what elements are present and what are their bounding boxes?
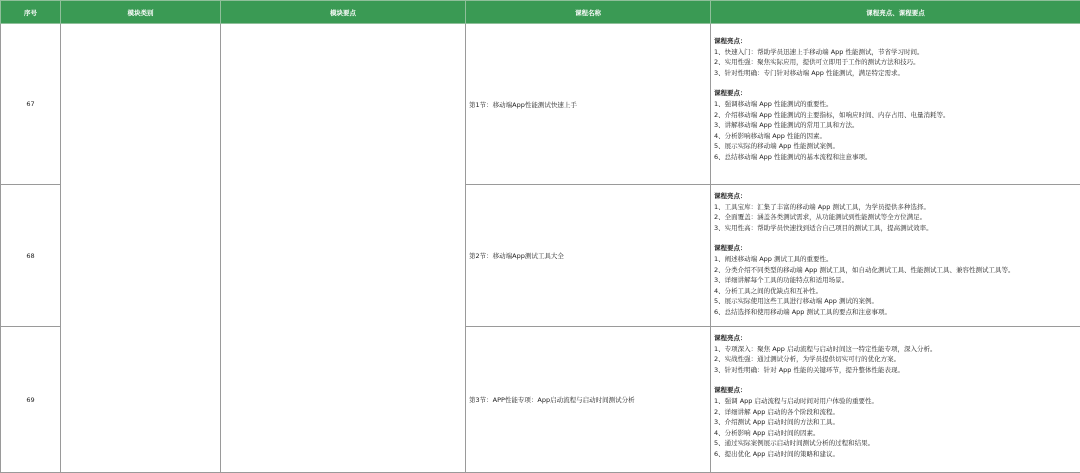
point-item: 5、通过实际案例展示启动时间测试分析的过程和结果。 [714,438,1077,449]
row-num: 67 [1,24,61,185]
point-item: 4、分析影响 App 启动时间的因素。 [714,428,1077,439]
table-row [1,24,1080,185]
course-details [711,24,1080,185]
point-item: 4、分析影响移动端 App 性能的因素。 [714,131,1077,142]
highlights-title: 课程亮点： [714,36,1077,47]
point-item: 3、介绍测试 App 启动时间的方法和工具。 [714,417,1077,428]
course-details [711,327,1080,473]
point-item: 2、详细讲解 App 启动的各个阶段和流程。 [714,407,1077,418]
points-title: 课程要点： [714,385,1077,396]
spacer [714,78,1077,88]
point-item: 1、阐述移动端 App 测试工具的重要性。 [714,254,1077,265]
header-course-highlights: 课程亮点、课程要点 [711,1,1080,24]
point-item: 5、展示实际的移动端 App 性能测试案例。 [714,141,1077,152]
header-course-name: 课程名称 [466,1,711,24]
highlights-title: 课程亮点： [714,191,1077,202]
point-item: 3、详细讲解每个工具的功能特点和适用场景。 [714,275,1077,286]
highlight-item: 2、实战性强：通过测试分析，为学员提供切实可行的优化方案。 [714,354,1077,365]
highlight-item: 1、快速入门：帮助学员迅速上手移动端 App 性能测试，节省学习时间。 [714,47,1077,58]
point-item: 6、总结移动端 App 性能测试的基本流程和注意事项。 [714,152,1077,163]
point-item: 2、分类介绍不同类型的移动端 App 测试工具，如自动化测试工具、性能测试工具、兼容性测试工具等。 [714,265,1077,276]
point-item: 1、强调移动端 App 性能测试的重要性。 [714,99,1077,110]
highlight-item: 2、实用性强：聚焦实际应用，提供可立即用于工作的测试方法和技巧。 [714,57,1077,68]
points-title: 课程要点： [714,243,1077,254]
course-name: 第1节：移动端App性能测试快速上手 [466,24,711,185]
highlight-item: 1、专项深入：聚焦 App 启动流程与启动时间这一特定性能专项，深入分析。 [714,344,1077,355]
course-details [711,185,1080,327]
highlights-title: 课程亮点： [714,333,1077,344]
course-name: 第3节：APP性能专项：App启动流程与启动时间测试分析 [466,327,711,473]
module-category-cell [61,24,221,473]
points-title: 课程要点： [714,88,1077,99]
point-item: 6、总结选择和使用移动端 App 测试工具的要点和注意事项。 [714,307,1077,318]
module-points-cell [221,24,466,473]
header-module-points: 模块要点 [221,1,466,24]
point-item: 2、介绍移动端 App 性能测试的主要指标，如响应时间、内存占用、电量消耗等。 [714,110,1077,121]
point-item: 4、分析工具之间的优缺点和互补性。 [714,286,1077,297]
spacer [714,375,1077,385]
row-num: 69 [1,327,61,473]
table-header-row [1,1,1080,24]
highlight-item: 3、实用性高：帮助学员快速找到适合自己项目的测试工具，提高测试效率。 [714,223,1077,234]
row-num: 68 [1,185,61,327]
point-item: 1、强调 App 启动流程与启动时间对用户体验的重要性。 [714,396,1077,407]
header-num: 序号 [1,1,61,24]
highlight-item: 3、针对性明确：针对 App 性能的关键环节，提升整体性能表现。 [714,365,1077,376]
point-item: 3、讲解移动端 App 性能测试的常用工具和方法。 [714,120,1077,131]
highlight-item: 3、针对性明确：专门针对移动端 App 性能测试，满足特定需求。 [714,68,1077,79]
spacer [714,233,1077,243]
course-name: 第2节：移动端App测试工具大全 [466,185,711,327]
highlight-item: 2、全面覆盖：涵盖各类测试需求，从功能测试到性能测试等全方位满足。 [714,212,1077,223]
point-item: 6、提出优化 App 启动时间的策略和建议。 [714,449,1077,460]
point-item: 5、展示实际使用这些工具进行移动端 App 测试的案例。 [714,296,1077,307]
highlight-item: 1、工具宝库：汇集了丰富的移动端 App 测试工具，为学员提供多种选择。 [714,202,1077,213]
header-module-category: 模块类别 [61,1,221,24]
